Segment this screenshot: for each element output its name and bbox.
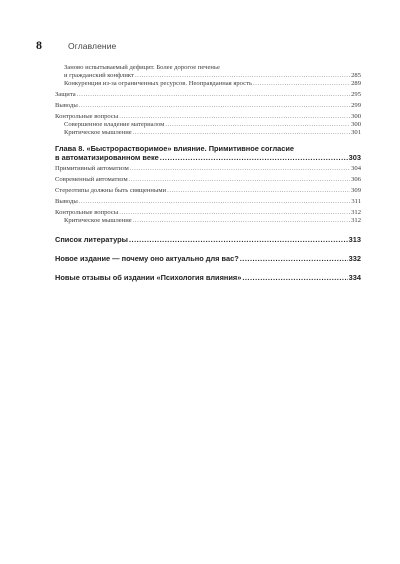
toc-page-number: 303 [348,153,361,162]
dot-leader [79,102,350,110]
toc-page-number: 300 [351,121,361,128]
toc-entry [55,91,361,99]
chapter-title: в автоматизированном веке [55,153,159,162]
toc-entry-label: Конкуренция из-за ограниченных ресурсов. Неоправданная ярость [64,80,252,87]
toc-page-number: 309 [351,187,361,194]
toc-page-number: 304 [351,165,361,172]
chapter-title: Глава 8. «Быстрорастворимое» влияние. Примитивное согласие [55,144,295,153]
toc-page-number: 285 [351,72,361,79]
toc-entry-label: Совершенное владение материалом [64,121,165,128]
section-entry [55,254,361,263]
toc-page-number: 295 [351,91,361,98]
dot-leader [129,235,348,244]
section-entry [55,235,361,244]
toc-entry [55,209,361,217]
chapter-entry [55,153,361,162]
toc-page-number: 313 [348,235,361,244]
dot-leader [130,165,350,173]
dot-leader [79,198,350,206]
toc-entry [55,187,361,195]
dot-leader [129,176,350,184]
dot-leader [135,72,350,80]
section-entry [55,273,361,282]
dot-leader [167,187,350,195]
toc-page-number: 306 [351,176,361,183]
dot-leader [133,217,350,225]
toc-entry-label: Современный автоматизм [55,176,128,183]
toc-entry-label: Заново испытываемый дефицит. Более дорогое печенье [64,64,220,71]
dot-leader [240,254,348,263]
dot-leader [242,273,347,282]
toc-entry [55,80,361,88]
toc-entry-label: Защита [55,91,76,98]
toc-entry-label: Контрольные вопросы [55,209,119,216]
dot-leader [133,129,350,137]
page-header [36,38,116,52]
toc-page-number: 311 [351,198,361,205]
toc-entry [55,165,361,173]
toc-entry-label: Критическое мышление [64,129,132,136]
toc-page-number: 312 [351,217,361,224]
section-title: Новые отзывы об издании «Психология влияния» [55,273,242,282]
table-of-contents [55,64,361,282]
toc-entry-label: Примитивный автоматизм [55,165,129,172]
toc-entry [55,217,361,225]
dot-leader [77,91,350,99]
running-title: Оглавление [68,41,117,51]
dot-leader [160,153,348,162]
section-title: Список литературы [55,235,128,244]
toc-page-number: 301 [351,129,361,136]
toc-entry-label: Выводы [55,102,78,109]
toc-page-number: 312 [351,209,361,216]
toc-page-number: 289 [351,80,361,87]
toc-entry [55,129,361,137]
toc-entry [55,176,361,184]
toc-entry [55,121,361,129]
toc-page-number: 300 [351,113,361,120]
toc-page-number: 299 [351,102,361,109]
toc-page-number: 332 [348,254,361,263]
section-title: Новое издание — почему оно актуально для вас? [55,254,239,263]
toc-entry [55,102,361,110]
page-number: 8 [36,38,42,52]
toc-entry [55,113,361,121]
toc-entry-label: Критическое мышление [64,217,132,224]
toc-entry-label: и гражданский конфликт [64,72,134,79]
toc-entry-label: Контрольные вопросы [55,113,119,120]
dot-leader [165,121,350,129]
toc-entry [55,72,361,80]
toc-entry-label: Выводы [55,198,78,205]
toc-entry [55,198,361,206]
dot-leader [253,80,350,88]
dot-leader [119,113,350,121]
toc-page-number: 334 [348,273,361,282]
toc-entry-label: Стереотипы должны быть священными [55,187,167,194]
dot-leader [119,209,350,217]
